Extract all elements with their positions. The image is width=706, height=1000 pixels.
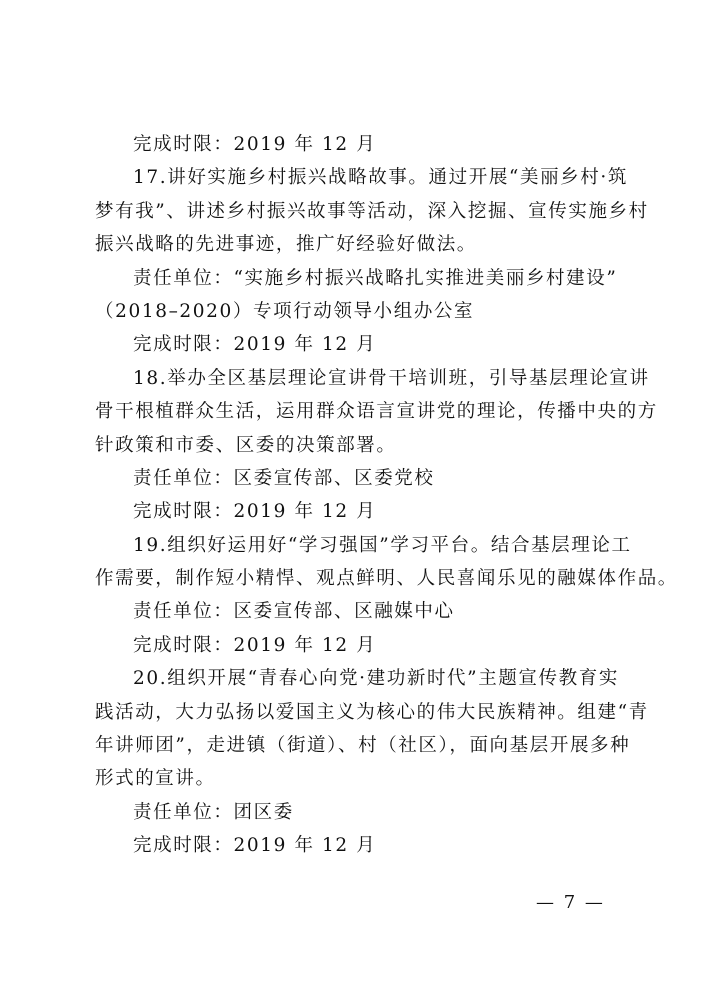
item-18-line-2: 骨干根植群众生活，运用群众语言宣讲党的理论，传播中央的方	[95, 401, 658, 423]
item-18-line-1: 18.举办全区基层理论宣讲骨干培训班，引导基层理论宣讲	[133, 367, 650, 389]
item-17-deadline: 完成时限：2019 年 12 月	[133, 334, 377, 356]
item-18-deadline: 完成时限：2019 年 12 月	[133, 501, 377, 523]
item-19-responsible: 责任单位：区委宣传部、区融媒中心	[133, 601, 455, 623]
item-20-line-3: 年讲师团”，走进镇（街道）、村（社区），面向基层开展多种	[95, 735, 631, 757]
item-20-line-1: 20.组织开展“青春心向党·建功新时代”主题宣传教育实	[133, 668, 619, 690]
item-17-line-2: 梦有我”、讲述乡村振兴故事等活动，深入挖掘、宣传实施乡村	[95, 200, 649, 222]
item-17-responsible-line-1: 责任单位：“实施乡村振兴战略扎实推进美丽乡村建设”	[133, 267, 618, 289]
item-20-deadline: 完成时限：2019 年 12 月	[133, 835, 377, 857]
body-text	[95, 128, 678, 863]
item-20-line-4: 形式的宣讲。	[95, 768, 216, 790]
page-number: — 7 —	[536, 892, 605, 913]
item-18-responsible: 责任单位：区委宣传部、区委党校	[133, 467, 435, 489]
item-20-responsible: 责任单位：团区委	[133, 801, 294, 823]
item-18-line-3: 针政策和市委、区委的决策部署。	[95, 434, 397, 456]
item-20-line-2: 践活动，大力弘扬以爱国主义为核心的伟大民族精神。组建“青	[95, 701, 649, 723]
item-17-line-1: 17.讲好实施乡村振兴战略故事。通过开展“美丽乡村·筑	[133, 167, 628, 189]
item-19-line-2: 作需要，制作短小精悍、观点鲜明、人民喜闻乐见的融媒体作品。	[95, 568, 678, 590]
item-17-line-3: 振兴战略的先进事迹，推广好经验好做法。	[95, 234, 477, 256]
item-19-line-1: 19.组织好运用好“学习强国”学习平台。结合基层理论工	[133, 534, 632, 556]
deadline-line: 完成时限：2019 年 12 月	[133, 134, 377, 155]
item-19-deadline: 完成时限：2019 年 12 月	[133, 634, 377, 656]
item-17-responsible-line-2: （2018–2020）专项行动领导小组办公室	[95, 300, 475, 322]
